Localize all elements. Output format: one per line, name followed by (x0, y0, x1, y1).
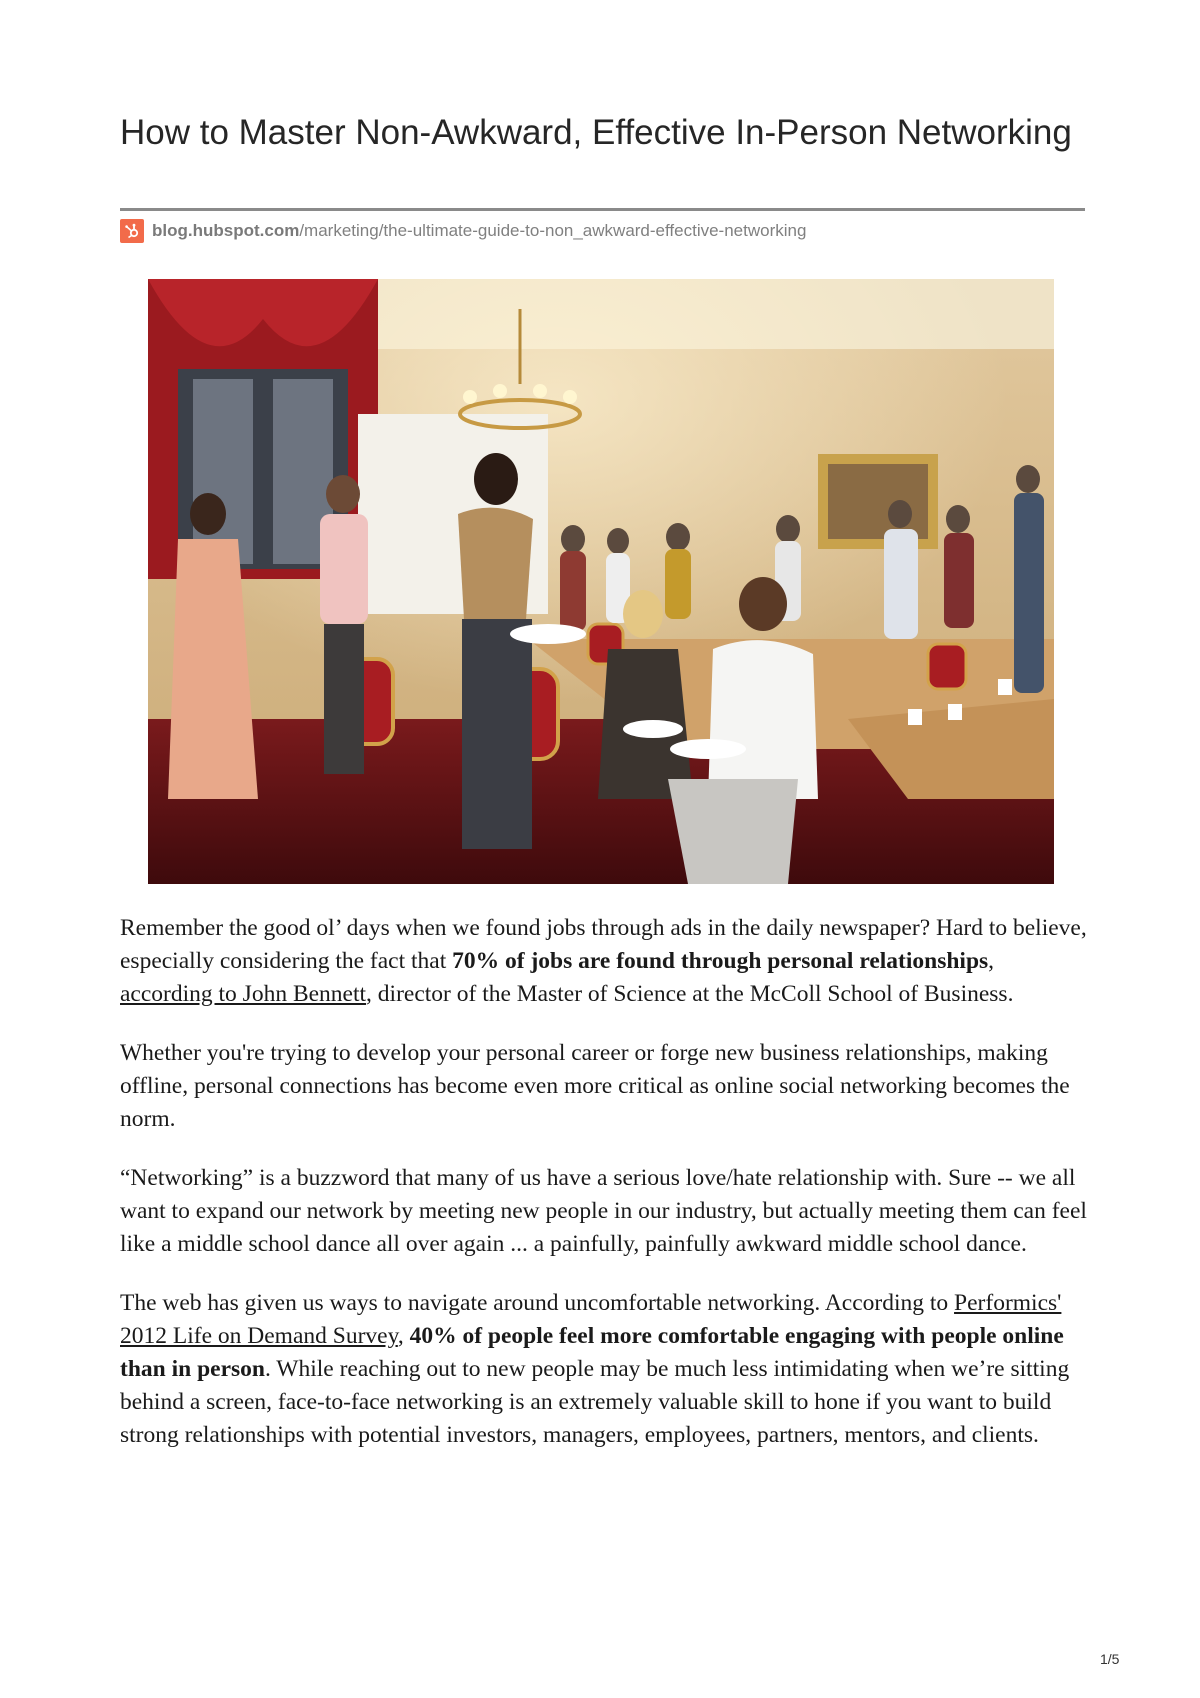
paragraph-4 (120, 1287, 1090, 1452)
link-performics-survey[interactable]: Performics' 2012 Life on Demand Survey (120, 1290, 1062, 1349)
paragraph-4-text-a: The web has given us ways to navigate around uncomfortable networking. According to (120, 1290, 955, 1316)
paragraph-1-text-a: Remember the good ol’ days when we found jobs through ads in the daily newspaper? Hard to believe, especially considering the fact that (120, 915, 1087, 974)
stat-jobs-relationships: 70% of jobs are found through personal relationships (452, 948, 989, 974)
stat-online-comfort: 40% of people feel more comfortable engaging with people online than in person (120, 1323, 1064, 1382)
paragraph-4-text-c: . While reaching out to new people may be much less intimidating when we’re sitting behind a screen, face-to-face networking is an extremely valuable skill to hone if you want to build strong relationships with potential investors, managers, employees, partners, mentors, and clients. (120, 1356, 1070, 1448)
paragraph-1-text-c: , director of the Master of Science at the McColl School of Business. (366, 981, 1014, 1007)
title-divider (120, 208, 1085, 211)
link-john-bennett[interactable]: according to John Bennett (120, 981, 367, 1007)
paragraph-3: “Networking” is a buzzword that many of us have a serious love/hate relationship with. Sure -- we all want to expand our network by meeting new people in our industry, but actually meeting them can feel like a middle school dance all over again ... a painfully, painfully awkward middle school dance. (120, 1165, 1087, 1257)
article-title: How to Master Non-Awkward, Effective In-Person Networking (120, 113, 1072, 152)
hero-image-networking-event (148, 279, 1054, 884)
page-number: 1/5 (1100, 1651, 1120, 1667)
paragraph-1-text-b: , (988, 948, 995, 974)
paragraph-1 (120, 912, 1090, 1011)
paragraph-2: Whether you're trying to develop your personal career or forge new business relationships, making offline, personal connections has become even more critical as online social networking becomes the norm. (120, 1040, 1070, 1132)
article-body (120, 912, 1090, 1478)
source-domain: blog.hubspot.com (152, 221, 300, 240)
hubspot-sprocket-icon (120, 219, 144, 243)
paragraph-4-text-b: , (397, 1323, 410, 1349)
source-url[interactable] (120, 218, 806, 244)
source-path: /marketing/the-ultimate-guide-to-non_awkward-effective-networking (299, 221, 807, 240)
